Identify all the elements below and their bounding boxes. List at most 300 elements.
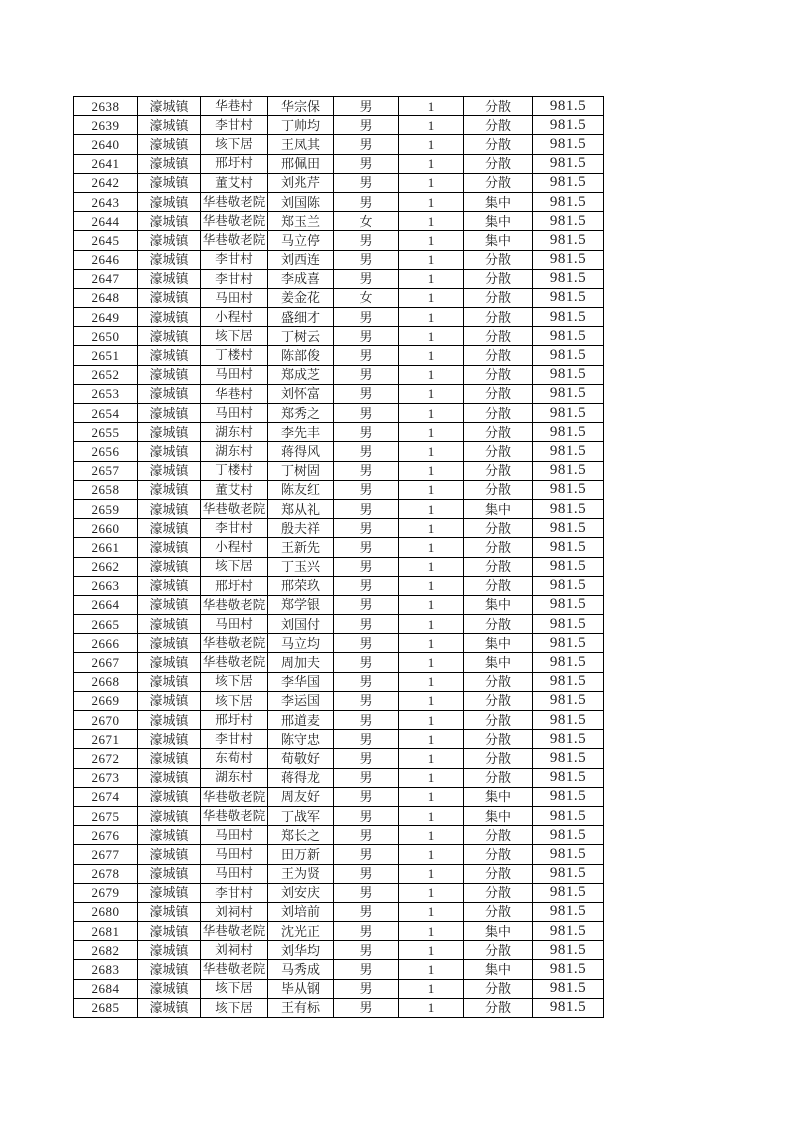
cell-gender: 男 (334, 173, 399, 192)
cell-support-type: 集中 (464, 922, 533, 941)
cell-support-type: 集中 (464, 960, 533, 979)
cell-town: 濠城镇 (138, 423, 201, 442)
cell-town: 濠城镇 (138, 576, 201, 595)
cell-serial-number: 2653 (74, 384, 138, 403)
cell-gender: 男 (334, 922, 399, 941)
cell-town: 濠城镇 (138, 154, 201, 173)
cell-count: 1 (399, 998, 464, 1017)
cell-gender: 男 (334, 864, 399, 883)
table-row (74, 691, 604, 710)
table-row (74, 864, 604, 883)
cell-person-name: 陈守忠 (268, 730, 334, 749)
cell-person-name: 蒋得龙 (268, 768, 334, 787)
cell-person-name: 邢道麦 (268, 711, 334, 730)
cell-count: 1 (399, 250, 464, 269)
table-row (74, 442, 604, 461)
cell-village: 马田村 (201, 864, 268, 883)
cell-count: 1 (399, 97, 464, 116)
cell-support-type: 分散 (464, 480, 533, 499)
cell-gender: 女 (334, 212, 399, 231)
table-row (74, 97, 604, 116)
cell-village: 华巷敬老院 (201, 922, 268, 941)
cell-person-name: 王为贤 (268, 864, 334, 883)
cell-town: 濠城镇 (138, 941, 201, 960)
cell-support-type: 分散 (464, 404, 533, 423)
cell-village: 垓下居 (201, 135, 268, 154)
cell-gender: 男 (334, 615, 399, 634)
table-row (74, 173, 604, 192)
cell-village: 湖东村 (201, 768, 268, 787)
cell-town: 濠城镇 (138, 231, 201, 250)
cell-gender: 男 (334, 653, 399, 672)
cell-gender: 男 (334, 404, 399, 423)
cell-town: 濠城镇 (138, 192, 201, 211)
cell-town: 濠城镇 (138, 499, 201, 518)
cell-gender: 男 (334, 538, 399, 557)
cell-count: 1 (399, 653, 464, 672)
cell-village: 马田村 (201, 845, 268, 864)
cell-town: 濠城镇 (138, 442, 201, 461)
cell-serial-number: 2684 (74, 979, 138, 998)
cell-gender: 男 (334, 346, 399, 365)
cell-amount: 981.5 (533, 634, 604, 653)
cell-support-type: 分散 (464, 173, 533, 192)
cell-count: 1 (399, 806, 464, 825)
cell-town: 濠城镇 (138, 269, 201, 288)
cell-count: 1 (399, 711, 464, 730)
cell-village: 李甘村 (201, 730, 268, 749)
cell-amount: 981.5 (533, 787, 604, 806)
cell-village: 马田村 (201, 404, 268, 423)
cell-support-type: 分散 (464, 327, 533, 346)
cell-amount: 981.5 (533, 595, 604, 614)
cell-gender: 男 (334, 711, 399, 730)
cell-count: 1 (399, 691, 464, 710)
cell-amount: 981.5 (533, 730, 604, 749)
cell-serial-number: 2655 (74, 423, 138, 442)
cell-serial-number: 2680 (74, 902, 138, 921)
cell-gender: 男 (334, 461, 399, 480)
cell-gender: 男 (334, 941, 399, 960)
cell-person-name: 刘培前 (268, 902, 334, 921)
table-row (74, 480, 604, 499)
cell-amount: 981.5 (533, 192, 604, 211)
cell-village: 马田村 (201, 615, 268, 634)
cell-town: 濠城镇 (138, 308, 201, 327)
cell-amount: 981.5 (533, 711, 604, 730)
cell-serial-number: 2673 (74, 768, 138, 787)
table-row (74, 883, 604, 902)
cell-village: 华巷敬老院 (201, 787, 268, 806)
roster-table-body (74, 97, 604, 1018)
cell-amount: 981.5 (533, 519, 604, 538)
cell-person-name: 邢佩田 (268, 154, 334, 173)
cell-support-type: 集中 (464, 212, 533, 231)
cell-amount: 981.5 (533, 653, 604, 672)
table-row (74, 826, 604, 845)
cell-count: 1 (399, 845, 464, 864)
cell-amount: 981.5 (533, 154, 604, 173)
cell-support-type: 分散 (464, 557, 533, 576)
cell-gender: 男 (334, 979, 399, 998)
cell-gender: 男 (334, 634, 399, 653)
cell-person-name: 郑成芝 (268, 365, 334, 384)
cell-gender: 男 (334, 787, 399, 806)
cell-person-name: 华宗保 (268, 97, 334, 116)
table-row (74, 423, 604, 442)
cell-person-name: 毕从钢 (268, 979, 334, 998)
cell-village: 华巷敬老院 (201, 231, 268, 250)
cell-count: 1 (399, 308, 464, 327)
cell-serial-number: 2668 (74, 672, 138, 691)
cell-person-name: 郑玉兰 (268, 212, 334, 231)
cell-count: 1 (399, 327, 464, 346)
cell-amount: 981.5 (533, 557, 604, 576)
cell-village: 李甘村 (201, 269, 268, 288)
cell-town: 濠城镇 (138, 634, 201, 653)
cell-person-name: 郑秀之 (268, 404, 334, 423)
cell-count: 1 (399, 922, 464, 941)
cell-town: 濠城镇 (138, 845, 201, 864)
cell-person-name: 马立均 (268, 634, 334, 653)
cell-person-name: 邢荣玖 (268, 576, 334, 595)
cell-amount: 981.5 (533, 538, 604, 557)
cell-support-type: 分散 (464, 768, 533, 787)
cell-count: 1 (399, 941, 464, 960)
cell-serial-number: 2674 (74, 787, 138, 806)
cell-person-name: 周加夫 (268, 653, 334, 672)
cell-town: 濠城镇 (138, 960, 201, 979)
cell-amount: 981.5 (533, 461, 604, 480)
cell-count: 1 (399, 672, 464, 691)
table-row (74, 212, 604, 231)
cell-person-name: 李运国 (268, 691, 334, 710)
cell-gender: 男 (334, 730, 399, 749)
cell-village: 华巷敬老院 (201, 212, 268, 231)
cell-amount: 981.5 (533, 941, 604, 960)
table-row (74, 250, 604, 269)
cell-person-name: 殷夫祥 (268, 519, 334, 538)
cell-gender: 男 (334, 519, 399, 538)
table-row (74, 116, 604, 135)
cell-serial-number: 2681 (74, 922, 138, 941)
cell-count: 1 (399, 346, 464, 365)
cell-count: 1 (399, 576, 464, 595)
cell-town: 濠城镇 (138, 173, 201, 192)
cell-amount: 981.5 (533, 212, 604, 231)
cell-person-name: 田万新 (268, 845, 334, 864)
cell-village: 小程村 (201, 538, 268, 557)
cell-serial-number: 2651 (74, 346, 138, 365)
cell-gender: 男 (334, 749, 399, 768)
cell-town: 濠城镇 (138, 922, 201, 941)
cell-village: 华巷敬老院 (201, 499, 268, 518)
cell-person-name: 周友好 (268, 787, 334, 806)
cell-count: 1 (399, 883, 464, 902)
cell-town: 濠城镇 (138, 749, 201, 768)
cell-serial-number: 2672 (74, 749, 138, 768)
table-row (74, 288, 604, 307)
cell-support-type: 分散 (464, 346, 533, 365)
cell-village: 东荀村 (201, 749, 268, 768)
cell-gender: 男 (334, 480, 399, 499)
cell-amount: 981.5 (533, 308, 604, 327)
cell-count: 1 (399, 173, 464, 192)
cell-serial-number: 2679 (74, 883, 138, 902)
cell-amount: 981.5 (533, 327, 604, 346)
cell-town: 濠城镇 (138, 135, 201, 154)
table-row (74, 787, 604, 806)
cell-town: 濠城镇 (138, 615, 201, 634)
cell-support-type: 集中 (464, 192, 533, 211)
cell-support-type: 分散 (464, 423, 533, 442)
cell-gender: 男 (334, 595, 399, 614)
cell-count: 1 (399, 423, 464, 442)
cell-count: 1 (399, 212, 464, 231)
cell-serial-number: 2659 (74, 499, 138, 518)
cell-town: 濠城镇 (138, 97, 201, 116)
cell-amount: 981.5 (533, 672, 604, 691)
cell-amount: 981.5 (533, 806, 604, 825)
cell-count: 1 (399, 768, 464, 787)
cell-person-name: 丁树云 (268, 327, 334, 346)
cell-village: 丁楼村 (201, 461, 268, 480)
cell-support-type: 分散 (464, 998, 533, 1017)
cell-person-name: 刘国陈 (268, 192, 334, 211)
cell-count: 1 (399, 135, 464, 154)
cell-gender: 男 (334, 423, 399, 442)
cell-count: 1 (399, 595, 464, 614)
cell-support-type: 分散 (464, 288, 533, 307)
cell-count: 1 (399, 787, 464, 806)
cell-gender: 男 (334, 691, 399, 710)
cell-support-type: 分散 (464, 883, 533, 902)
cell-serial-number: 2663 (74, 576, 138, 595)
cell-gender: 男 (334, 826, 399, 845)
cell-serial-number: 2669 (74, 691, 138, 710)
cell-person-name: 王新先 (268, 538, 334, 557)
table-row (74, 346, 604, 365)
cell-serial-number: 2639 (74, 116, 138, 135)
cell-serial-number: 2648 (74, 288, 138, 307)
table-row (74, 192, 604, 211)
cell-support-type: 分散 (464, 365, 533, 384)
cell-amount: 981.5 (533, 960, 604, 979)
cell-town: 濠城镇 (138, 538, 201, 557)
table-row (74, 461, 604, 480)
cell-serial-number: 2646 (74, 250, 138, 269)
cell-town: 濠城镇 (138, 979, 201, 998)
cell-person-name: 郑学银 (268, 595, 334, 614)
table-row (74, 404, 604, 423)
cell-count: 1 (399, 461, 464, 480)
cell-gender: 男 (334, 231, 399, 250)
cell-serial-number: 2682 (74, 941, 138, 960)
cell-count: 1 (399, 902, 464, 921)
cell-village: 垓下居 (201, 979, 268, 998)
cell-amount: 981.5 (533, 480, 604, 499)
table-row (74, 749, 604, 768)
cell-count: 1 (399, 365, 464, 384)
cell-village: 华巷敬老院 (201, 192, 268, 211)
cell-village: 华巷村 (201, 384, 268, 403)
cell-serial-number: 2685 (74, 998, 138, 1017)
cell-serial-number: 2676 (74, 826, 138, 845)
cell-person-name: 盛细才 (268, 308, 334, 327)
cell-serial-number: 2654 (74, 404, 138, 423)
cell-gender: 男 (334, 557, 399, 576)
cell-village: 湖东村 (201, 423, 268, 442)
cell-serial-number: 2647 (74, 269, 138, 288)
cell-village: 垓下居 (201, 327, 268, 346)
cell-gender: 男 (334, 308, 399, 327)
cell-village: 华巷敬老院 (201, 595, 268, 614)
cell-village: 垓下居 (201, 998, 268, 1017)
cell-village: 垓下居 (201, 691, 268, 710)
cell-support-type: 分散 (464, 864, 533, 883)
roster-table (73, 96, 604, 1018)
cell-amount: 981.5 (533, 826, 604, 845)
cell-gender: 男 (334, 768, 399, 787)
cell-serial-number: 2666 (74, 634, 138, 653)
table-row (74, 730, 604, 749)
cell-support-type: 分散 (464, 615, 533, 634)
cell-town: 濠城镇 (138, 116, 201, 135)
cell-gender: 男 (334, 97, 399, 116)
cell-village: 华巷敬老院 (201, 960, 268, 979)
cell-town: 濠城镇 (138, 250, 201, 269)
cell-support-type: 集中 (464, 499, 533, 518)
cell-amount: 981.5 (533, 384, 604, 403)
cell-village: 邢圩村 (201, 154, 268, 173)
cell-town: 濠城镇 (138, 384, 201, 403)
cell-gender: 男 (334, 672, 399, 691)
cell-support-type: 分散 (464, 461, 533, 480)
table-row (74, 499, 604, 518)
cell-village: 马田村 (201, 365, 268, 384)
cell-gender: 男 (334, 883, 399, 902)
table-row (74, 384, 604, 403)
cell-town: 濠城镇 (138, 691, 201, 710)
cell-count: 1 (399, 960, 464, 979)
cell-count: 1 (399, 826, 464, 845)
cell-amount: 981.5 (533, 979, 604, 998)
cell-town: 濠城镇 (138, 998, 201, 1017)
table-row (74, 941, 604, 960)
table-row (74, 595, 604, 614)
table-row (74, 327, 604, 346)
cell-count: 1 (399, 864, 464, 883)
cell-serial-number: 2657 (74, 461, 138, 480)
cell-serial-number: 2675 (74, 806, 138, 825)
table-row (74, 902, 604, 921)
cell-village: 华巷敬老院 (201, 806, 268, 825)
cell-town: 濠城镇 (138, 346, 201, 365)
table-row (74, 922, 604, 941)
table-row (74, 672, 604, 691)
cell-village: 华巷敬老院 (201, 653, 268, 672)
cell-village: 丁楼村 (201, 346, 268, 365)
cell-village: 湖东村 (201, 442, 268, 461)
cell-serial-number: 2661 (74, 538, 138, 557)
cell-village: 刘祠村 (201, 902, 268, 921)
cell-amount: 981.5 (533, 998, 604, 1017)
cell-gender: 男 (334, 384, 399, 403)
cell-town: 濠城镇 (138, 768, 201, 787)
table-row (74, 806, 604, 825)
cell-village: 李甘村 (201, 250, 268, 269)
cell-support-type: 集中 (464, 806, 533, 825)
cell-serial-number: 2667 (74, 653, 138, 672)
cell-support-type: 分散 (464, 442, 533, 461)
cell-person-name: 郑长之 (268, 826, 334, 845)
cell-amount: 981.5 (533, 97, 604, 116)
table-row (74, 576, 604, 595)
cell-person-name: 蒋得风 (268, 442, 334, 461)
cell-amount: 981.5 (533, 250, 604, 269)
cell-amount: 981.5 (533, 845, 604, 864)
cell-town: 濠城镇 (138, 480, 201, 499)
cell-person-name: 丁战军 (268, 806, 334, 825)
cell-gender: 男 (334, 960, 399, 979)
cell-person-name: 刘怀富 (268, 384, 334, 403)
table-row (74, 960, 604, 979)
cell-support-type: 分散 (464, 269, 533, 288)
cell-village: 马田村 (201, 826, 268, 845)
cell-town: 濠城镇 (138, 711, 201, 730)
cell-support-type: 分散 (464, 135, 533, 154)
cell-amount: 981.5 (533, 116, 604, 135)
cell-count: 1 (399, 730, 464, 749)
cell-support-type: 分散 (464, 308, 533, 327)
table-row (74, 768, 604, 787)
cell-serial-number: 2641 (74, 154, 138, 173)
cell-person-name: 王凤其 (268, 135, 334, 154)
cell-serial-number: 2670 (74, 711, 138, 730)
cell-gender: 男 (334, 998, 399, 1017)
cell-village: 小程村 (201, 308, 268, 327)
cell-serial-number: 2643 (74, 192, 138, 211)
cell-village: 李甘村 (201, 116, 268, 135)
cell-village: 邢圩村 (201, 576, 268, 595)
cell-town: 濠城镇 (138, 653, 201, 672)
cell-person-name: 刘国付 (268, 615, 334, 634)
cell-serial-number: 2645 (74, 231, 138, 250)
cell-village: 董艾村 (201, 480, 268, 499)
cell-village: 华巷敬老院 (201, 634, 268, 653)
cell-village: 董艾村 (201, 173, 268, 192)
cell-support-type: 集中 (464, 634, 533, 653)
cell-gender: 男 (334, 250, 399, 269)
cell-gender: 男 (334, 135, 399, 154)
cell-serial-number: 2650 (74, 327, 138, 346)
cell-town: 濠城镇 (138, 730, 201, 749)
cell-village: 李甘村 (201, 519, 268, 538)
cell-support-type: 分散 (464, 672, 533, 691)
table-row (74, 979, 604, 998)
cell-gender: 男 (334, 806, 399, 825)
cell-serial-number: 2678 (74, 864, 138, 883)
cell-count: 1 (399, 634, 464, 653)
cell-person-name: 郑从礼 (268, 499, 334, 518)
cell-village: 邢圩村 (201, 711, 268, 730)
cell-count: 1 (399, 192, 464, 211)
cell-amount: 981.5 (533, 902, 604, 921)
cell-gender: 男 (334, 269, 399, 288)
cell-support-type: 分散 (464, 250, 533, 269)
cell-amount: 981.5 (533, 749, 604, 768)
cell-person-name: 李先丰 (268, 423, 334, 442)
